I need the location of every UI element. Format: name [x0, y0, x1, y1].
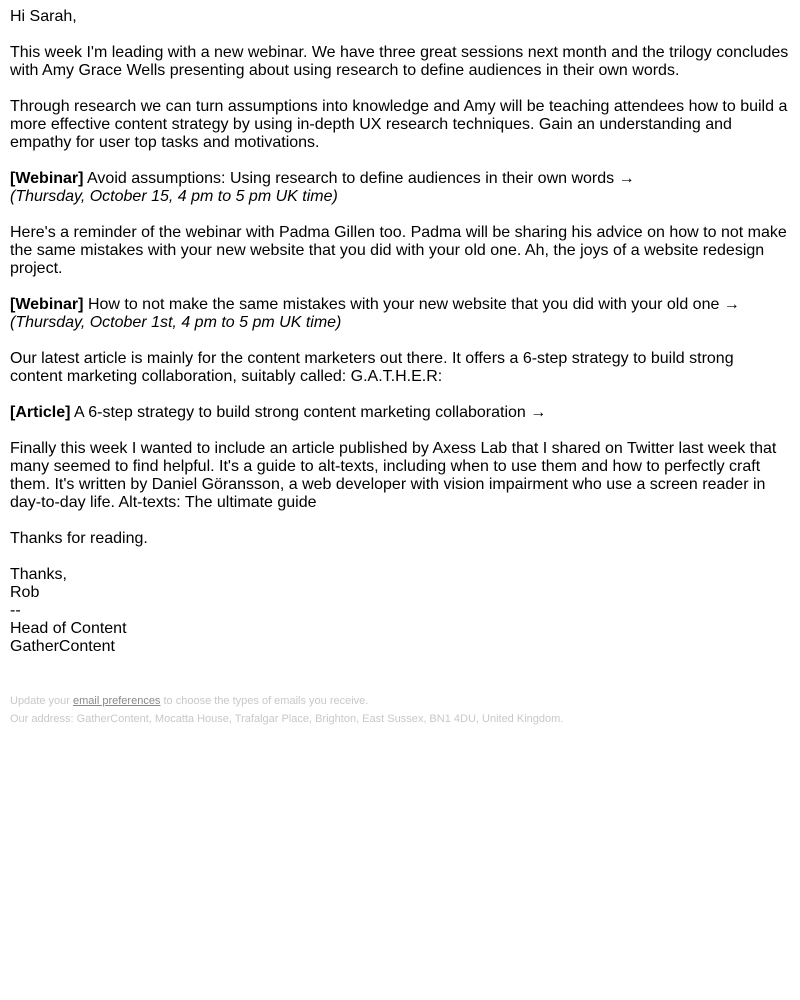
- intro-paragraph: This week I'm leading with a new webinar. We have three great sessions next month and the trilogy concludes with Amy Grace Wells presenting about using research to define audiences in their own words.: [10, 44, 789, 79]
- signoff-separator: --: [10, 602, 21, 619]
- footer-suffix: to choose the types of emails you receive.: [163, 695, 369, 707]
- webinar-date-2: (Thursday, October 1st, 4 pm to 5 pm UK time): [10, 314, 342, 331]
- signature: [10, 566, 790, 656]
- alt-text-paragraph: Finally this week I wanted to include an article published by Axess Lab that I shared on Twitter last week that many seemed to find helpful. It's a guide to alt-texts, including when to use them and how to perfectly craft them. It's written by Daniel Göransson, a web developer with vision impairment who use a screen reader in day-to-day life. Alt-texts: The ultimate guide: [10, 440, 777, 511]
- webinar-tag: [Webinar]: [10, 296, 84, 313]
- intro-paragraph-2: Through research we can turn assumptions into knowledge and Amy will be teaching attendees how to build a more effective content strategy by using in-depth UX research techniques. Gain an understanding and empathy for user top tasks and motivations.: [10, 98, 788, 151]
- closing-text: Thanks for reading.: [10, 530, 148, 547]
- email-footer: [10, 692, 790, 728]
- article-item: [10, 404, 790, 422]
- reminder-paragraph: Here's a reminder of the webinar with Padma Gillen too. Padma will be sharing his advice on how to not make the same mistakes with your new website that you did with your old one. Ah, the joys of a website redesign project.: [10, 224, 787, 277]
- footer-address: Our address: GatherContent, Mocatta House, Trafalgar Place, Brighton, East Sussex, BN1 4DU, United Kingdom.: [10, 713, 564, 725]
- webinar-item-2: [10, 296, 790, 332]
- webinar-date-1: (Thursday, October 15, 4 pm to 5 pm UK time): [10, 188, 338, 205]
- article-link[interactable]: A 6-step strategy to build strong content marketing collaboration →: [74, 404, 547, 421]
- email-preferences-link[interactable]: email preferences: [73, 695, 161, 707]
- article-intro-paragraph: Our latest article is mainly for the content marketers out there. It offers a 6-step strategy to build strong content marketing collaboration, suitably called: G.A.T.H.E.R:: [10, 350, 734, 385]
- signoff-name: Rob: [10, 584, 40, 601]
- signoff-company: GatherContent: [10, 638, 115, 655]
- webinar-item-1: [10, 170, 790, 206]
- footer-preferences: [10, 692, 790, 710]
- footer-prefix: Update your: [10, 695, 70, 707]
- signoff-thanks: Thanks,: [10, 566, 67, 583]
- webinar-tag: [Webinar]: [10, 170, 84, 187]
- signoff-title: Head of Content: [10, 620, 127, 637]
- article-tag: [Article]: [10, 404, 71, 421]
- webinar-link-1[interactable]: Avoid assumptions: Using research to define audiences in their own words →: [87, 170, 635, 187]
- webinar-link-2[interactable]: How to not make the same mistakes with your new website that you did with your old one →: [87, 296, 740, 313]
- greeting: Hi Sarah,: [10, 8, 77, 25]
